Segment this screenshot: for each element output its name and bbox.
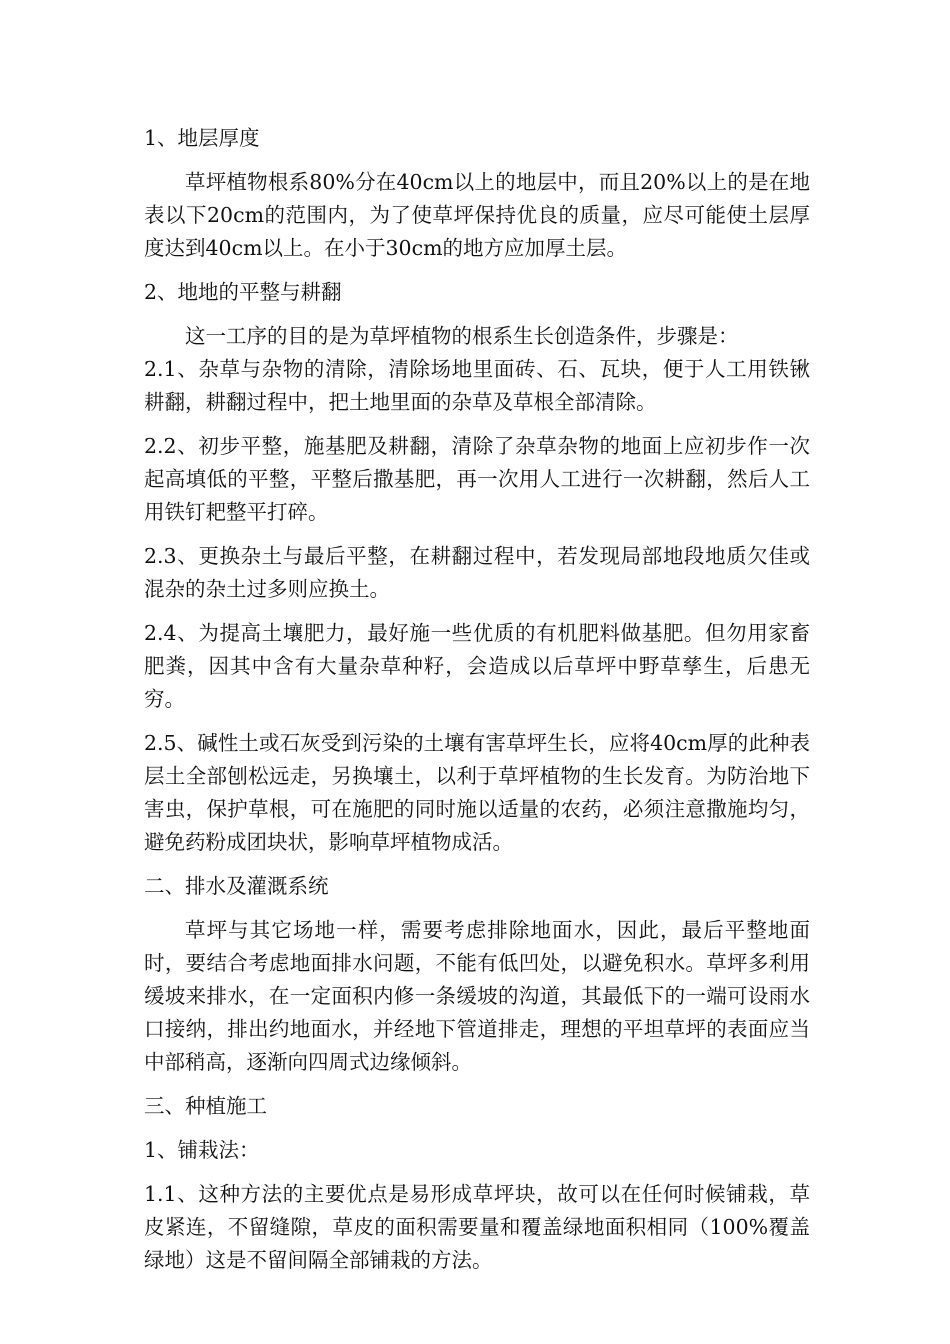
paragraph-step-2-3: 2.3、更换杂土与最后平整，在耕翻过程中，若发现局部地段地质欠佳或混杂的杂土过多则应换土。 <box>144 544 810 601</box>
paragraph-leveling-intro: 这一工序的目的是为草坪植物的根系生长创造条件，步骤是： <box>185 324 739 348</box>
heading-leveling: 2、地地的平整与耕翻 <box>144 280 342 304</box>
paragraph-soil-thickness: 草坪植物根系80%分在40cm以上的地层中，而且20%以上的是在地表以下20cm的范围内，为了使草坪保持优良的质量，应尽可能使土层厚度达到40cm以上。在小于30cm的地方应加厚土层。 <box>144 170 810 260</box>
paragraph-step-2-4: 2.4、为提高土壤肥力，最好施一些优质的有机肥料做基肥。但勿用家畜肥粪，因其中含有大量杂草种籽，会造成以后草坪中野草孳生，后患无穷。 <box>144 621 810 711</box>
paragraph-step-1-1: 1.1、这种方法的主要优点是易形成草坪块，故可以在任何时候铺栽，草皮紧连，不留缝隙，草皮的面积需要量和覆盖绿地面积相同（100%覆盖绿地）这是不留间隔全部铺栽的方法。 <box>144 1182 810 1272</box>
paragraph-step-2-1: 2.1、杂草与杂物的清除，清除场地里面砖、石、瓦块，便于人工用铁锹耕翻，耕翻过程中，把土地里面的杂草及草根全部清除。 <box>144 357 810 414</box>
heading-drainage: 二、排水及灌溉系统 <box>144 874 329 898</box>
heading-planting: 三、种植施工 <box>144 1094 267 1118</box>
paragraph-step-2-2: 2.2、初步平整，施基肥及耕翻，清除了杂草杂物的地面上应初步作一次起高填低的平整，平整后撒基肥，再一次用人工进行一次耕翻，然后人工用铁钉耙整平打碎。 <box>144 434 810 524</box>
paragraph-drainage: 草坪与其它场地一样，需要考虑排除地面水，因此，最后平整地面时，要结合考虑地面排水问题，不能有低凹处，以避免积水。草坪多利用缓坡来排水，在一定面积内修一条缓坡的沟道，其最低下的一端可设雨水口接纳，排出约地面水，并经地下管道排走，理想的平坦草坪的表面应当中部稍高，逐渐向四周式边缘倾斜。 <box>144 918 810 1074</box>
document-body <box>144 122 810 1288</box>
heading-sodding: 1、铺栽法： <box>144 1138 260 1162</box>
heading-soil-thickness: 1、地层厚度 <box>144 126 260 150</box>
paragraph-step-2-5: 2.5、碱性土或石灰受到污染的土壤有害草坪生长，应将40cm厚的此种表层土全部刨松远走，另换壤土，以利于草坪植物的生长发育。为防治地下害虫，保护草根，可在施肥的同时施以适量的农药，必须注意撒施均匀，避免药粉成团块状，影响草坪植物成活。 <box>144 731 810 854</box>
